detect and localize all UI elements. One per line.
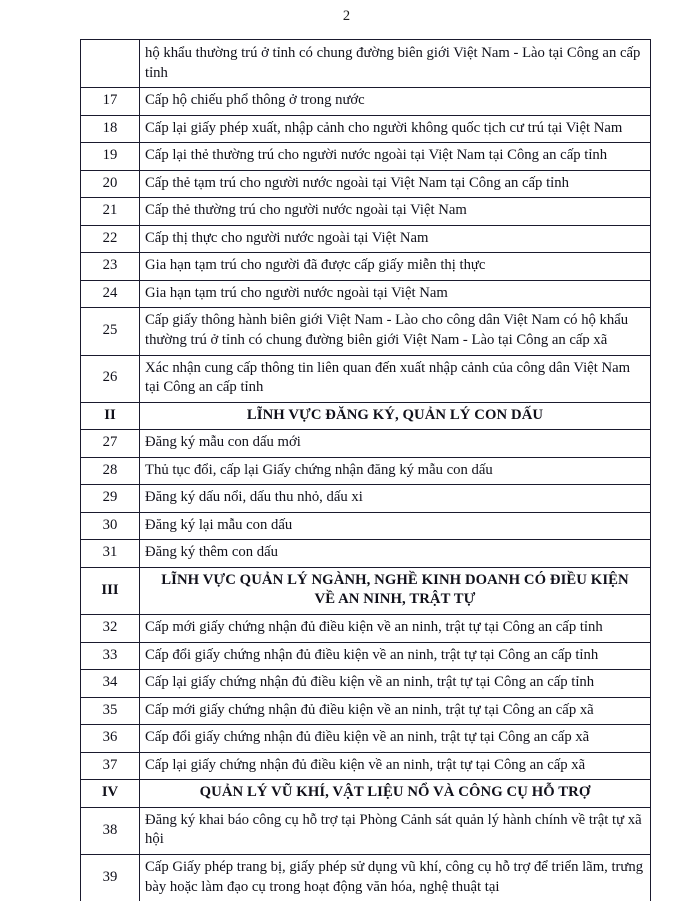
row-text-cell: QUẢN LÝ VŨ KHÍ, VẬT LIỆU NỔ VÀ CÔNG CỤ HỖ TRỢ: [140, 780, 651, 808]
table-row: [81, 170, 651, 198]
row-text-cell: Cấp lại giấy phép xuất, nhập cảnh cho người không quốc tịch cư trú tại Việt Nam: [140, 115, 651, 143]
row-text-cell: Cấp hộ chiếu phổ thông ở trong nước: [140, 88, 651, 116]
row-number-cell: 18: [81, 115, 140, 143]
row-number-cell: 33: [81, 642, 140, 670]
table-row: [81, 752, 651, 780]
table-row: [81, 253, 651, 281]
row-text-cell: Cấp Giấy phép trang bị, giấy phép sử dụng vũ khí, công cụ hỗ trợ để triển lãm, trưng bày hoặc làm đạo cụ trong hoạt động văn hóa, nghệ thuật tại: [140, 854, 651, 901]
row-number-cell: 25: [81, 308, 140, 355]
row-number-cell: 32: [81, 615, 140, 643]
table-row: [81, 355, 651, 402]
row-text-cell: Cấp lại thẻ thường trú cho người nước ngoài tại Việt Nam tại Công an cấp tỉnh: [140, 143, 651, 171]
administrative-procedures-table-container: [80, 39, 651, 901]
row-text-cell: Cấp thẻ thường trú cho người nước ngoài tại Việt Nam: [140, 198, 651, 226]
row-text-cell: Cấp thị thực cho người nước ngoài tại Việt Nam: [140, 225, 651, 253]
row-text-cell: hộ khẩu thường trú ở tỉnh có chung đường biên giới Việt Nam - Lào tại Công an cấp tỉnh: [140, 40, 651, 88]
table-row: [81, 670, 651, 698]
table-row: [81, 567, 651, 614]
table-row: [81, 457, 651, 485]
table-row: [81, 854, 651, 901]
row-text-cell: Cấp đổi giấy chứng nhận đủ điều kiện về an ninh, trật tự tại Công an cấp xã: [140, 725, 651, 753]
row-number-cell: 24: [81, 280, 140, 308]
row-text-cell: LĨNH VỰC QUẢN LÝ NGÀNH, NGHỀ KINH DOANH CÓ ĐIỀU KIỆN VỀ AN NINH, TRẬT TỰ: [140, 567, 651, 614]
row-text-cell: Đăng ký thêm con dấu: [140, 540, 651, 568]
row-number-cell: 20: [81, 170, 140, 198]
row-number-cell: 23: [81, 253, 140, 281]
row-text-cell: Cấp đổi giấy chứng nhận đủ điều kiện về an ninh, trật tự tại Công an cấp tỉnh: [140, 642, 651, 670]
table-row: [81, 308, 651, 355]
row-text-cell: Cấp mới giấy chứng nhận đủ điều kiện về an ninh, trật tự tại Công an cấp xã: [140, 697, 651, 725]
row-text-cell: Cấp mới giấy chứng nhận đủ điều kiện về an ninh, trật tự tại Công an cấp tỉnh: [140, 615, 651, 643]
table-row: [81, 198, 651, 226]
row-text-cell: Đăng ký lại mẫu con dấu: [140, 512, 651, 540]
row-number-cell: 19: [81, 143, 140, 171]
table-row: [81, 143, 651, 171]
table-row: [81, 642, 651, 670]
row-number-cell: 17: [81, 88, 140, 116]
table-row: [81, 780, 651, 808]
row-number-cell: 31: [81, 540, 140, 568]
row-text-cell: Xác nhận cung cấp thông tin liên quan đến xuất nhập cảnh của công dân Việt Nam tại Công an cấp tỉnh: [140, 355, 651, 402]
row-number-cell: 26: [81, 355, 140, 402]
row-text-cell: Gia hạn tạm trú cho người nước ngoài tại Việt Nam: [140, 280, 651, 308]
table-row: [81, 512, 651, 540]
table-row: [81, 225, 651, 253]
row-number-cell: 35: [81, 697, 140, 725]
table-row: [81, 40, 651, 88]
row-number-cell: 28: [81, 457, 140, 485]
table-body: [81, 40, 651, 901]
row-number-cell: IV: [81, 780, 140, 808]
row-text-cell: Đăng ký mẫu con dấu mới: [140, 430, 651, 458]
row-text-cell: Cấp giấy thông hành biên giới Việt Nam - Lào cho công dân Việt Nam có hộ khẩu thường trú ở tỉnh có chung đường biên giới Việt Nam - Lào tại Công an cấp xã: [140, 308, 651, 355]
row-number-cell: II: [81, 402, 140, 430]
row-number-cell: 34: [81, 670, 140, 698]
row-number-cell: 29: [81, 485, 140, 513]
administrative-procedures-table: [80, 39, 651, 901]
table-row: [81, 402, 651, 430]
table-row: [81, 280, 651, 308]
row-number-cell: 38: [81, 807, 140, 854]
row-text-cell: Cấp lại giấy chứng nhận đủ điều kiện về an ninh, trật tự tại Công an cấp tỉnh: [140, 670, 651, 698]
row-text-cell: Thủ tục đổi, cấp lại Giấy chứng nhận đăng ký mẫu con dấu: [140, 457, 651, 485]
row-number-cell: 39: [81, 854, 140, 901]
row-number-cell: 27: [81, 430, 140, 458]
table-row: [81, 725, 651, 753]
row-text-cell: Đăng ký khai báo công cụ hỗ trợ tại Phòng Cảnh sát quản lý hành chính về trật tự xã hội: [140, 807, 651, 854]
table-row: [81, 540, 651, 568]
table-row: [81, 115, 651, 143]
table-row: [81, 430, 651, 458]
table-row: [81, 88, 651, 116]
page-number: 2: [0, 0, 693, 39]
row-number-cell: 36: [81, 725, 140, 753]
table-row: [81, 485, 651, 513]
table-row: [81, 615, 651, 643]
row-number-cell: 21: [81, 198, 140, 226]
table-row: [81, 697, 651, 725]
table-row: [81, 807, 651, 854]
row-number-cell: 22: [81, 225, 140, 253]
row-text-cell: LĨNH VỰC ĐĂNG KÝ, QUẢN LÝ CON DẤU: [140, 402, 651, 430]
row-text-cell: Đăng ký dấu nổi, dấu thu nhỏ, dấu xi: [140, 485, 651, 513]
row-number-cell: 37: [81, 752, 140, 780]
row-text-cell: Gia hạn tạm trú cho người đã được cấp giấy miễn thị thực: [140, 253, 651, 281]
row-text-cell: Cấp thẻ tạm trú cho người nước ngoài tại Việt Nam tại Công an cấp tỉnh: [140, 170, 651, 198]
row-number-cell: III: [81, 567, 140, 614]
row-number-cell: [81, 40, 140, 88]
row-text-cell: Cấp lại giấy chứng nhận đủ điều kiện về an ninh, trật tự tại Công an cấp xã: [140, 752, 651, 780]
row-number-cell: 30: [81, 512, 140, 540]
